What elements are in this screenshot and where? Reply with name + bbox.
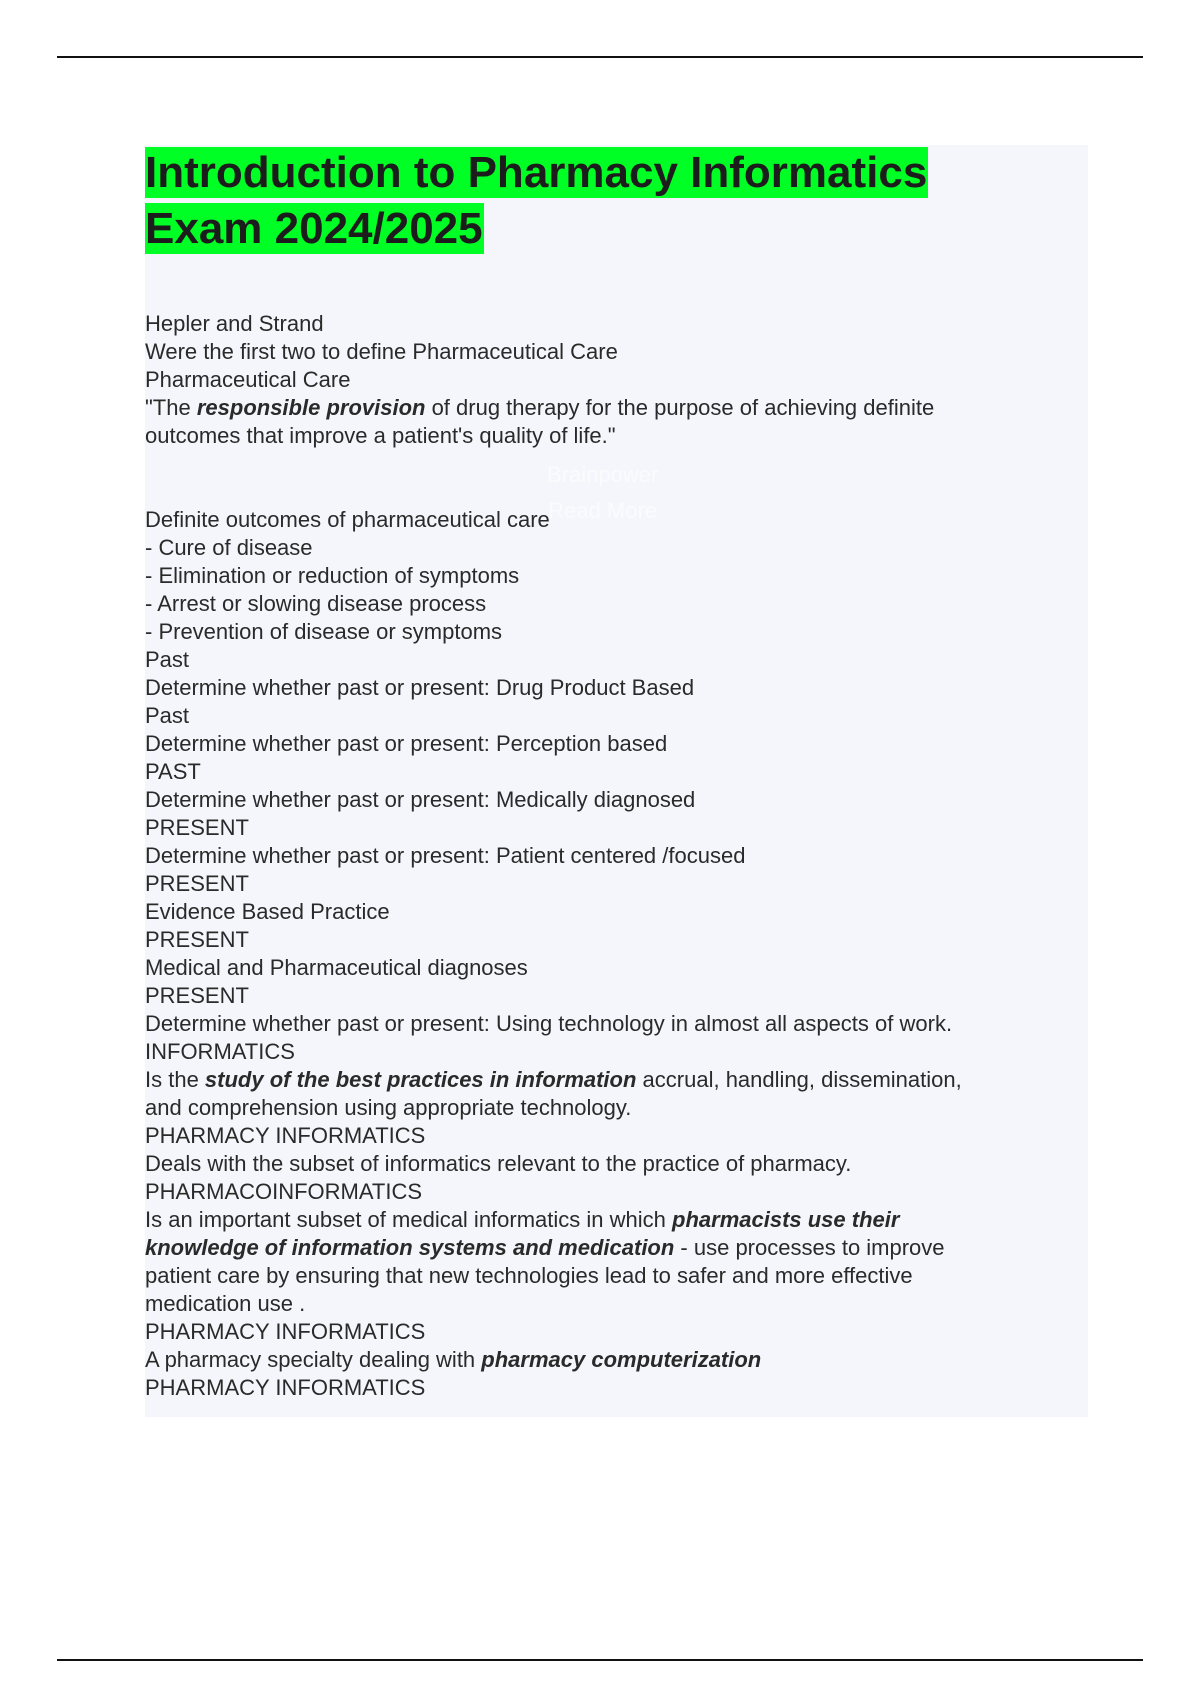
text-line: - Prevention of disease or symptoms (145, 619, 503, 644)
text-line: Medical and Pharmaceutical diagnoses (145, 955, 528, 980)
pharmacoinformatics-def-line-4: medication use . (145, 1291, 306, 1316)
text-line: Determine whether past or present: Drug Product Based (145, 675, 695, 700)
pharmacoinformatics-def-line-3: patient care by ensuring that new technologies lead to safer and more effective (145, 1263, 913, 1288)
text-line: Determine whether past or present: Patient centered /focused (145, 843, 746, 868)
footer-rule (57, 1659, 1143, 1661)
quote-line-2: outcomes that improve a patient's quality of life." (145, 423, 616, 448)
document-page (145, 145, 1088, 1417)
quote-rest: of drug therapy for the purpose of achieving definite (425, 395, 935, 420)
text-line: Determine whether past or present: Perception based (145, 731, 668, 756)
header-rule (57, 56, 1143, 58)
text-line: PRESENT (145, 983, 249, 1008)
quote-line-1 (145, 394, 1088, 422)
informatics-def-rest: accrual, handling, dissemination, (636, 1067, 962, 1092)
text-line: Pharmaceutical Care (145, 367, 351, 392)
specialty-def-prefix: A pharmacy specialty dealing with (145, 1347, 482, 1372)
specialty-def-line (145, 1346, 1088, 1374)
text-line: PAST (145, 759, 201, 784)
pharmacoinformatics-def-emphasis-2: knowledge of information systems and medication (145, 1235, 675, 1260)
specialty-def-emphasis: pharmacy computerization (481, 1347, 762, 1372)
text-line: PHARMACY INFORMATICS (145, 1375, 426, 1400)
quote-prefix: "The (145, 395, 197, 420)
text-line: Evidence Based Practice (145, 899, 390, 924)
text-line: - Cure of disease (145, 535, 313, 560)
text-line: PHARMACOINFORMATICS (145, 1179, 423, 1204)
text-line: PHARMACY INFORMATICS (145, 1319, 426, 1344)
text-line: INFORMATICS (145, 1039, 295, 1064)
text-line: Definite outcomes of pharmaceutical care (145, 507, 550, 532)
text-line: Were the first two to define Pharmaceutical Care (145, 339, 618, 364)
document-title (145, 145, 1088, 257)
pharmacoinformatics-def-emphasis-1: pharmacists use their (672, 1207, 900, 1232)
pharmacoinformatics-def-rest: - use processes to improve (674, 1235, 945, 1260)
text-line: Past (145, 703, 190, 728)
text-line: PRESENT (145, 927, 249, 952)
text-line: Past (145, 647, 190, 672)
quote-emphasis: responsible provision (196, 395, 426, 420)
informatics-def-prefix: Is the (145, 1067, 205, 1092)
text-line: - Elimination or reduction of symptoms (145, 563, 520, 588)
watermark-line-2: Read More (548, 498, 658, 523)
title-line-1: Introduction to Pharmacy Informatics (145, 148, 928, 197)
text-line: PHARMACY INFORMATICS (145, 1123, 426, 1148)
pharmacoinformatics-def-prefix: Is an important subset of medical informatics in which (145, 1207, 673, 1232)
spacer (145, 450, 1088, 506)
title-line-2: Exam 2024/2025 (145, 204, 483, 253)
informatics-def-line-1 (145, 1066, 1088, 1094)
text-line: - Arrest or slowing disease process (145, 591, 487, 616)
text-line: PRESENT (145, 815, 249, 840)
text-line: Hepler and Strand (145, 311, 324, 336)
watermark-line-1: Brainpower (547, 462, 659, 487)
text-line: Determine whether past or present: Medically diagnosed (145, 787, 696, 812)
informatics-def-emphasis: study of the best practices in information (204, 1067, 637, 1092)
pharmacoinformatics-def-line-2 (145, 1234, 1088, 1262)
informatics-def-line-2: and comprehension using appropriate technology. (145, 1095, 632, 1120)
text-line: Determine whether past or present: Using technology in almost all aspects of work. (145, 1011, 953, 1036)
pharmacoinformatics-def-line-1 (145, 1206, 1088, 1234)
document-body (145, 310, 1088, 1402)
text-line: Deals with the subset of informatics relevant to the practice of pharmacy. (145, 1151, 852, 1176)
text-line: PRESENT (145, 871, 249, 896)
